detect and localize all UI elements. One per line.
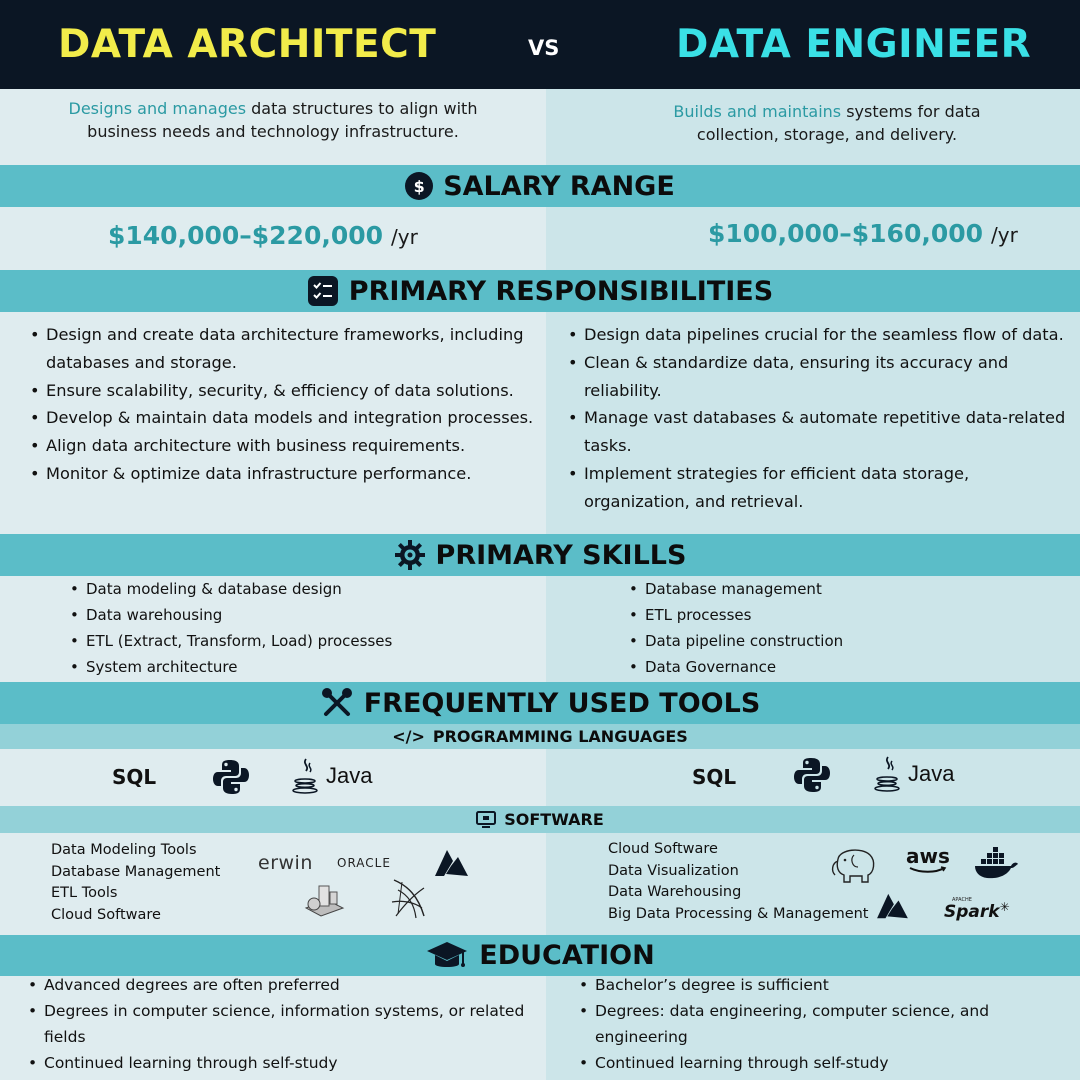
list-item: • Design and create data architecture frameworks, including databases and storage.: [30, 321, 540, 377]
list-item: Data Visualization: [608, 862, 739, 879]
list-item: • Advanced degrees are often preferred: [28, 972, 528, 998]
erwin-logo: erwin: [258, 852, 313, 874]
code-icon: </>: [392, 727, 425, 746]
sql-logo: SQL: [692, 765, 737, 789]
aws-logo: [906, 846, 950, 874]
salary-heading: SALARY RANGE: [443, 170, 675, 202]
list-item: • Data modeling & database design: [70, 576, 530, 602]
programming-subbar: [0, 724, 1080, 749]
list-item: • Manage vast databases & automate repetitive data-related tasks.: [568, 404, 1073, 460]
salary-section-bar: [0, 165, 1080, 207]
left-education-list: [28, 972, 528, 1076]
list-item: Cloud Software: [608, 841, 718, 857]
list-item: ETL Tools: [51, 885, 118, 901]
left-intro: [40, 97, 506, 143]
left-skills-list: [70, 576, 530, 680]
java-cup-icon: [292, 757, 320, 795]
list-item: Data Warehousing: [608, 884, 742, 900]
tools-icon: [320, 686, 354, 720]
right-intro-rest: systems for data: [841, 102, 981, 121]
list-item: • Design data pipelines crucial for the seamless flow of data.: [568, 321, 1073, 349]
list-item: • Data Governance: [629, 654, 1049, 680]
list-item: • Data warehousing: [70, 602, 530, 628]
tools-heading: FREQUENTLY USED TOOLS: [363, 687, 761, 719]
gear-icon: [394, 539, 426, 571]
list-item: • Monitor & optimize data infrastructure performance.: [30, 460, 540, 488]
checklist-icon: [307, 275, 339, 307]
left-software-list: [51, 840, 271, 926]
list-item: • Ensure scalability, security, & efficiency of data solutions.: [30, 377, 540, 405]
aws-label: aws: [906, 844, 950, 868]
list-item: • ETL (Extract, Transform, Load) processes: [70, 628, 530, 654]
salary-unit: /yr: [391, 225, 418, 249]
left-responsibilities-list: [30, 321, 540, 488]
right-intro-line2: collection, storage, and delivery.: [696, 125, 958, 144]
education-section-bar: [0, 935, 1080, 976]
docker-icon: [973, 846, 1019, 880]
python-icon: [791, 754, 833, 796]
software-heading: SOFTWARE: [504, 810, 604, 829]
left-title: DATA ARCHITECT: [58, 22, 437, 67]
list-item: • Degrees: data engineering, computer science, and engineering: [579, 998, 1059, 1050]
monitor-icon: [476, 811, 496, 829]
left-salary-value: $140,000–$220,000: [108, 221, 384, 250]
tools-section-bar: [0, 682, 1080, 724]
right-title: DATA ENGINEER: [676, 22, 1032, 67]
skills-heading: PRIMARY SKILLS: [435, 539, 687, 571]
list-item: • Continued learning through self-study: [579, 1050, 1059, 1076]
azure-icon: [873, 893, 911, 921]
salary-unit: /yr: [991, 223, 1018, 247]
header: [0, 0, 1080, 89]
apache-label: APACHE: [952, 897, 972, 903]
java-logo: [292, 756, 372, 796]
hadoop-elephant-icon: [828, 845, 882, 885]
list-item: • Clean & standardize data, ensuring its accuracy and reliability.: [568, 349, 1073, 405]
programming-heading: PROGRAMMING LANGUAGES: [432, 727, 688, 746]
right-intro: [594, 100, 1060, 146]
left-intro-line2: business needs and technology infrastructure.: [87, 122, 459, 141]
graduation-cap-icon: [425, 940, 469, 972]
skills-section-bar: [0, 534, 1080, 576]
sql-server-icon: [388, 876, 430, 922]
list-item: • Degrees in computer science, information systems, or related fields: [28, 998, 528, 1050]
aws-smile-icon: [908, 866, 948, 874]
right-salary-value: $100,000–$160,000: [708, 219, 984, 248]
list-item: • Database management: [629, 576, 1049, 602]
java-cup-icon: [874, 755, 902, 793]
list-item: • Continued learning through self-study: [28, 1050, 528, 1076]
python-icon: [210, 756, 252, 798]
list-item: Data Modeling Tools: [51, 842, 197, 858]
list-item: Big Data Processing & Management: [608, 905, 869, 922]
right-salary: [708, 219, 1018, 248]
list-item: • Align data architecture with business requirements.: [30, 432, 540, 460]
list-item: • Data pipeline construction: [629, 628, 1049, 654]
vs-label: VS: [528, 36, 560, 60]
responsibilities-section-bar: [0, 270, 1080, 312]
list-item: Cloud Software: [51, 906, 161, 923]
dollar-icon: $: [405, 172, 433, 200]
list-item: • Bachelor’s degree is sufficient: [579, 972, 1059, 998]
list-item: Database Management: [51, 863, 221, 880]
right-responsibilities-list: [568, 321, 1073, 516]
list-item: • Implement strategies for efficient data storage, organization, and retrieval.: [568, 460, 1073, 516]
java-label: Java: [326, 763, 373, 788]
list-item: • System architecture: [70, 654, 530, 680]
java-label: Java: [908, 761, 955, 786]
spark-logo: [944, 897, 1010, 921]
oracle-logo: ORACLE: [337, 856, 391, 870]
education-heading: EDUCATION: [479, 940, 655, 971]
list-item: • Develop & maintain data models and integration processes.: [30, 404, 540, 432]
star-icon: ✳: [999, 900, 1010, 914]
database-tool-icon: [303, 880, 345, 918]
right-skills-list: [629, 576, 1049, 680]
spark-label: Spark: [944, 902, 1000, 922]
software-subbar: [0, 806, 1080, 833]
left-intro-accent: Designs and manages: [68, 99, 247, 118]
right-education-list: [579, 972, 1059, 1076]
azure-icon: [432, 849, 470, 879]
sql-logo: SQL: [112, 765, 157, 789]
responsibilities-heading: PRIMARY RESPONSIBILITIES: [348, 275, 774, 307]
java-logo: [874, 754, 954, 794]
left-salary: [108, 221, 418, 250]
right-intro-accent: Builds and maintains: [673, 102, 842, 121]
left-intro-rest: data structures to align with: [246, 99, 478, 118]
list-item: • ETL processes: [629, 602, 1049, 628]
